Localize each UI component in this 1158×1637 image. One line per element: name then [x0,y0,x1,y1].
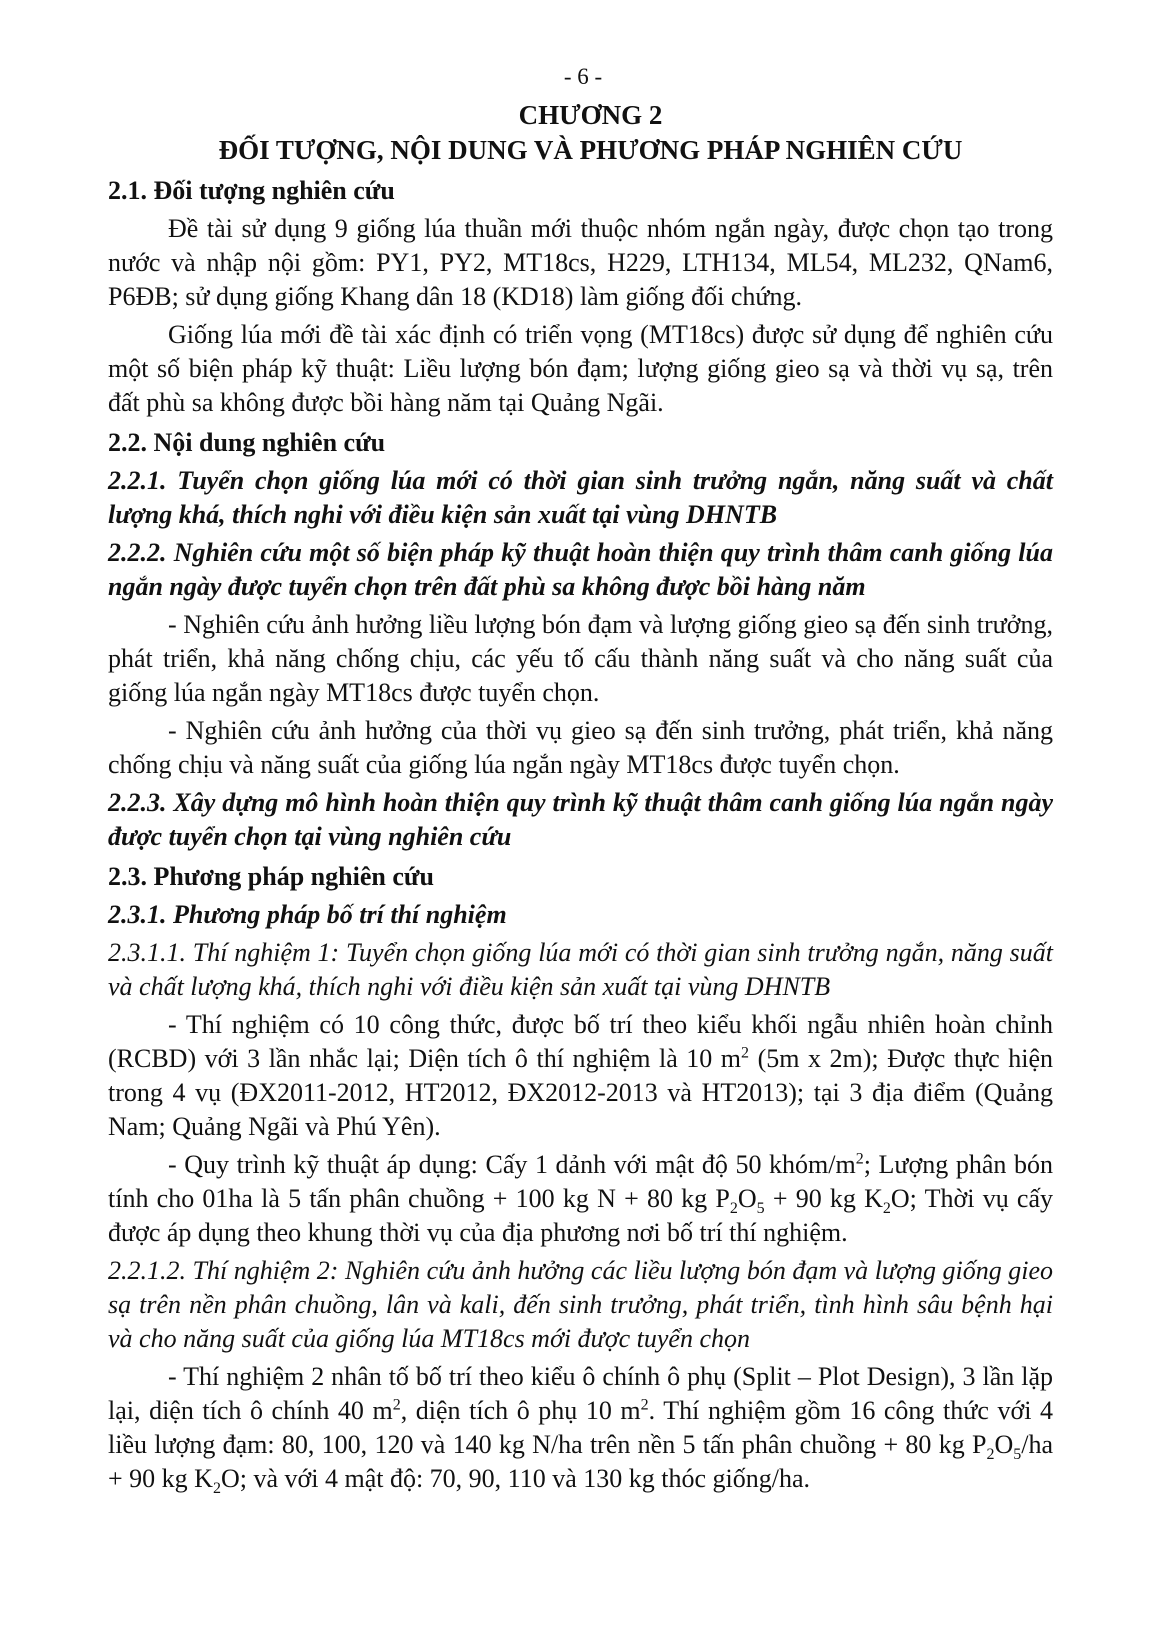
section-2-2-heading: 2.2. Nội dung nghiên cứu [108,428,386,457]
section-2-2-2-paragraph-2: - Nghiên cứu ảnh hưởng của thời vụ gieo sạ đến sinh trưởng, phát triển, khả năng chống chịu và năng suất của giống lúa ngắn ngày MT18cs được tuyển chọn. [108,716,1053,779]
chapter-title: ĐỐI TƯỢNG, NỘI DUNG VÀ PHƯƠNG PHÁP NGHIÊN CỨU [218,135,963,165]
experiment-1-paragraph-1: - Thí nghiệm có 10 công thức, được bố trí theo kiểu khối ngẫu nhiên hoàn chỉnh (RCBD) với 3 lần nhắc lại; Diện tích ô thí nghiệm là 10 $m^2$ (5m x 2m); Được thực hiện trong 4 vụ (ĐX2011-2012, HT2012, ĐX2012-2013 và HT2013); tại 3 địa điểm (Quảng Nam; Quảng Ngãi và Phú Yên). [108,1010,1053,1141]
experiment-2-heading: 2.2.1.2. Thí nghiệm 2: Nghiên cứu ảnh hưởng các liều lượng bón đạm và lượng giống gieo sạ trên nền phân chuồng, lân và kali, đến sinh trưởng, phát triển, tình hình sâu bệnh hại và cho năng suất của giống lúa MT18cs mới được tuyển chọn [108,1256,1053,1353]
page-number: - 6 - [563,64,603,89]
section-2-3-1-heading: 2.3.1. Phương pháp bố trí thí nghiệm [108,900,507,929]
chapter-label: CHƯƠNG 2 [518,100,663,130]
section-2-2-3-heading: 2.2.3. Xây dựng mô hình hoàn thiện quy trình kỹ thuật thâm canh giống lúa ngắn ngày được tuyển chọn tại vùng nghiên cứu [108,788,1053,851]
experiment-1-heading: 2.3.1.1. Thí nghiệm 1: Tuyển chọn giống lúa mới có thời gian sinh trưởng ngắn, năng suất và chất lượng khá, thích nghi với điều kiện sản xuất tại vùng DHNTB [108,938,1053,1001]
section-2-2-1-heading: 2.2.1. Tuyển chọn giống lúa mới có thời gian sinh trưởng ngắn, năng suất và chất lượng khá, thích nghi với điều kiện sản xuất tại vùng DHNTB [108,466,1053,529]
section-2-1-paragraph-1: Đề tài sử dụng 9 giống lúa thuần mới thuộc nhóm ngắn ngày, được chọn tạo trong nước và nhập nội gồm: PY1, PY2, MT18cs, H229, LTH134, ML54, ML232, QNam6, P6ĐB; sử dụng giống Khang dân 18 (KD18) làm giống đối chứng. [108,214,1053,311]
section-2-1-heading: 2.1. Đối tượng nghiên cứu [108,176,395,205]
section-2-2-2-paragraph-1: - Nghiên cứu ảnh hưởng liều lượng bón đạm và lượng giống gieo sạ đến sinh trưởng, phát triển, khả năng chống chịu, các yếu tố cấu thành năng suất và cho năng suất của giống lúa ngắn ngày MT18cs được tuyển chọn. [108,610,1053,707]
document-page [108,62,1053,1496]
experiment-1-paragraph-2: - Quy trình kỹ thuật áp dụng: Cấy 1 dảnh với mật độ 50 khóm/$m^2$; Lượng phân bón tính cho 01ha là 5 tấn phân chuồng + 100 kg N + 80 kg $P_2O_5 + 90$ kg $K_2O$; Thời vụ cấy được áp dụng theo khung thời vụ của địa phương nơi bố trí thí nghiệm. [108,1150,1053,1247]
section-2-2-2-heading: 2.2.2. Nghiên cứu một số biện pháp kỹ thuật hoàn thiện quy trình thâm canh giống lúa ngắn ngày được tuyển chọn trên đất phù sa không được bồi hàng năm [108,538,1053,601]
experiment-2-paragraph: - Thí nghiệm 2 nhân tố bố trí theo kiểu ô chính ô phụ (Split – Plot Design), 3 lần lặp lại, diện tích ô chính 40 $m^2$, diện tích ô phụ 10 $m^2$. Thí nghiệm gồm 16 công thức với 4 liều lượng đạm: 80, 100, 120 và 140 kg N/ha trên nền 5 tấn phân chuồng + 80 kg $P_2O_5/ha + 90$ kg $K_2O$; và với 4 mật độ: 70, 90, 110 và 130 kg thóc giống/ha. [108,1362,1053,1498]
section-2-3-heading: 2.3. Phương pháp nghiên cứu [108,862,434,891]
section-2-1-paragraph-2: Giống lúa mới đề tài xác định có triển vọng (MT18cs) được sử dụng để nghiên cứu một số biện pháp kỹ thuật: Liều lượng bón đạm; lượng giống gieo sạ và thời vụ sạ, trên đất phù sa không được bồi hàng năm tại Quảng Ngãi. [108,320,1053,417]
